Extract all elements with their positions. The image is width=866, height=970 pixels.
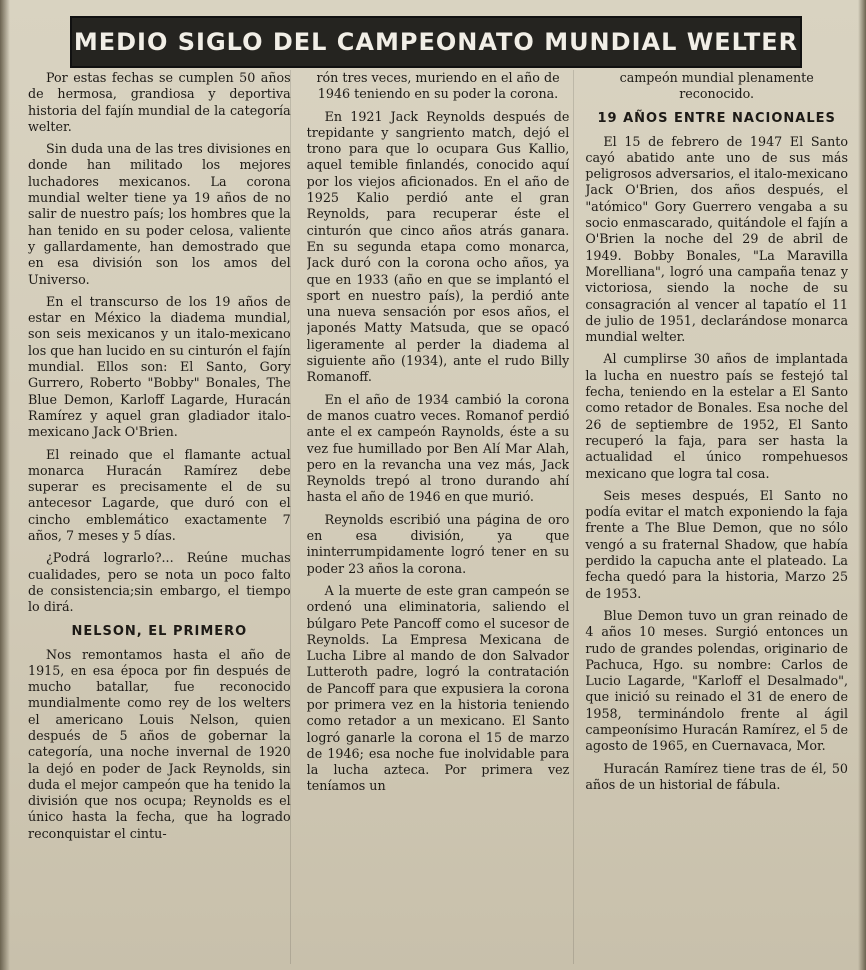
paragraph: En el transcurso de los 19 años de estar en México la diadema mundial, son seis mexicanos y un italo-mexicano los que han lucido en su cinturón el fajín mundial. Ellos son: El Santo, Gory Gurrero, Roberto "Bobby" Bonales, The Blue Demon, Karloff Lagarde, Huracán Ramírez y aquel gran gladiador italo-mexicano Jack O'Brien. (28, 293, 291, 440)
paragraph: Nos remontamos hasta el año de 1915, en esa época por fin después de mucho batallar, fue reconocido mundialmente como rey de los welters el americano Louis Nelson, quien después de 5 años de gobernar la categoría, una noche invernal de 1920 la dejó en poder de Jack Reynolds, sin duda el mejor campeón que ha tenido la división que nos ocupa; Reynolds es el único hasta la fecha, que ha logrado reconquistar el cintu- (28, 646, 291, 841)
section-heading: 19 AÑOS ENTRE NACIONALES (597, 110, 836, 126)
paragraph: Seis meses después, El Santo no podía evitar el match exponiendo la faja frente a The Blue Demon, que no sólo vengó a su fraternal Shadow, que había perdido la capucha ante el plateado. La fecha quedó para la historia, Marzo 25 de 1953. (585, 487, 849, 601)
section-heading: NELSON, EL PRIMERO (71, 623, 248, 639)
paragraph: campeón mundial plenamente reconocido. (619, 70, 814, 102)
paragraph: Sin duda una de las tres divisiones en donde han militado los mejores luchadores mexicanos. La corona mundial welter tiene ya 19 años de no salir de nuestro país; los hombres que la han tenido en su poder celosa, valiente y gallardamente, han demostrado que en esa división son los amos del Universo. (28, 141, 291, 287)
paragraph: En 1921 Jack Reynolds después de trepidante y sangriento match, dejó el trono para que lo ocupara Gus Kallio, aquel temible finlandés, conocido aquí por los viejos aficionados. En el año de 1925 Kalio perdió ante el gran Reynolds, para recuperar éste el cinturón que cinco años atrás ganara. En su segunda etapa como monarca, Jack duró con la corona ocho años, ya que en 1933 (año en que se implantó el sport en nuestro país), la perdió ante una nueva sensación por esos años, el japonés Matty Matsuda, que se opacó ligeramente al perder la diadema al siguiente año (1934), ante el rudo Billy Romanoff. (306, 108, 570, 385)
paragraph: A la muerte de este gran campeón se ordenó una eliminatoria, saliendo el búlgaro Pete Pancoff como el sucesor de Reynolds. La Empresa Mexicana de Lucha Libre al mando de don Salvador Lutteroth padre, logró la contratación de Pancoff para que expusiera la corona por primera vez en la historia teniendo como retador a un mexicano. El Santo logró ganarle la corona el 15 de marzo de 1946; esa noche fue inolvidable para la lucha azteca. Por primera vez teníamos un (306, 582, 570, 794)
paragraph: En el año de 1934 cambió la corona de manos cuatro veces. Romanof perdió ante el ex campeón Raynolds, éste a su vez fue humillado por Ben Alí Mar Alah, pero en la revancha una vez más, Jack Reynolds trepó al trono durando ahí hasta el año de 1946 en que murió. (306, 391, 570, 505)
article-columns (28, 70, 848, 964)
column-1 (28, 70, 291, 964)
paragraph: rón tres veces, muriendo en el año de 1946 teniendo en su poder la corona. (316, 70, 560, 102)
headline-banner (70, 16, 802, 68)
paragraph: El 15 de febrero de 1947 El Santo cayó abatido ante uno de sus más peligrosos adversarios, el italo-mexicano Jack O'Brien, dos años después, el "atómico" Gory Guerrero vengaba a su socio enmascarado, quitándole el fajín a O'Brien la noche del 29 de abril de 1949. Bobby Bonales, "La Maravilla Morelliana", logró una campaña tenaz y victoriosa, siendo la noche de su consagración al vencer al tapatío el 11 de julio de 1951, declarándose monarca mundial welter. (585, 133, 849, 345)
paragraph: Al cumplirse 30 años de implantada la lucha en nuestro país se festejó tal fecha, teniendo en la estelar a El Santo como retador de Bonales. Esa noche del 26 de septiembre de 1952, El Santo recuperó la faja, para ser hasta la actualidad el único rompehuesos mexicano que logra tal cosa. (585, 351, 849, 481)
paragraph: Reynolds escribió una página de oro en esa división, ya que ininterrumpidamente logró tener en su poder 23 años la corona. (306, 511, 570, 576)
paragraph: Blue Demon tuvo un gran reinado de 4 años 10 meses. Surgió entonces un rudo de grandes polendas, originario de Pachuca, Hgo. su nombre: Carlos de Lucio Lagarde, "Karloff el Desalmado", que inició su reinado el 31 de enero de 1958, terminándolo frente al ágil campeonísimo Huracán Ramírez, el 5 de agosto de 1965, en Cuernavaca, Mor. (585, 607, 849, 754)
paragraph: ¿Podrá lograrlo?... Reúne muchas cualidades, pero se nota un poco falto de consistencia;sin embargo, el tiempo lo dirá. (28, 550, 291, 615)
page-shadow-left (0, 0, 10, 970)
column-3 (585, 70, 848, 964)
paragraph: Huracán Ramírez tiene tras de él, 50 años de un historial de fábula. (585, 760, 849, 792)
paragraph: Por estas fechas se cumplen 50 años de hermosa, grandiosa y deportiva historia del fajín mundial de la categoría welter. (28, 70, 291, 134)
page-shadow-right (858, 0, 866, 970)
column-2 (307, 70, 570, 964)
paragraph: El reinado que el flamante actual monarca Huracán Ramírez debe superar es precisamente el de su antecesor Lagarde, que duró con el cincho emblemático exactamente 7 años, 7 meses y 5 días. (28, 446, 291, 544)
headline-text: MEDIO SIGLO DEL CAMPEONATO MUNDIAL WELTER (73, 28, 799, 56)
